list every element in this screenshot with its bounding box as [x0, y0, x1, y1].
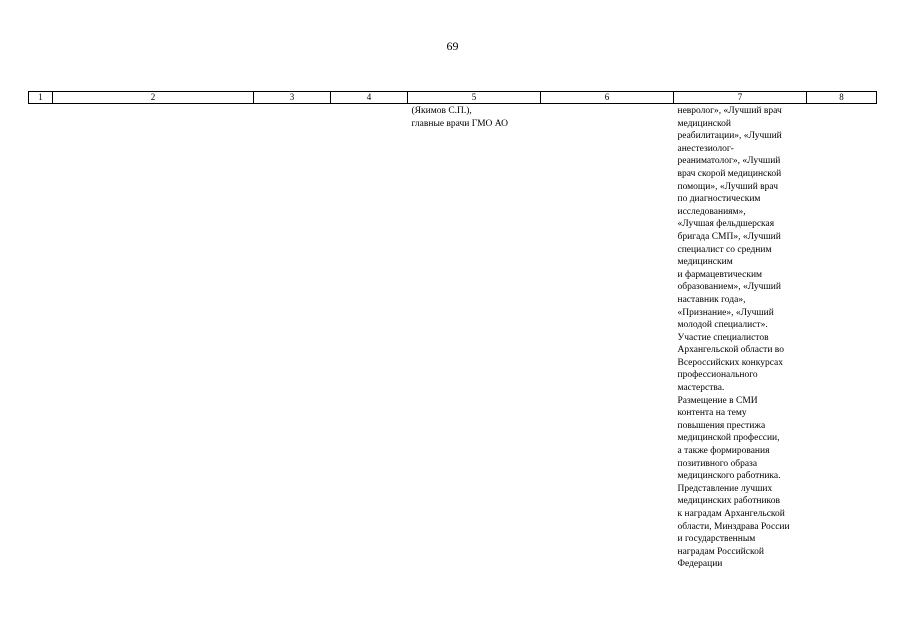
cell-responsible: (Якимов С.П.), главные врачи ГМО АО: [411, 106, 509, 129]
column-number-6: 6: [541, 92, 674, 104]
cell-col3: [254, 104, 331, 571]
column-number-7: 7: [674, 92, 807, 104]
page-number: 69: [446, 39, 459, 53]
cell-col2: [53, 104, 254, 571]
cell-col4: [331, 104, 408, 571]
table-row: [29, 104, 877, 571]
cell-col8: [807, 104, 877, 571]
column-number-2: 2: [53, 92, 254, 104]
cell-col1: [29, 104, 53, 571]
plan-table: [28, 91, 877, 571]
column-number-8: 8: [807, 92, 877, 104]
column-number-1: 1: [29, 92, 53, 104]
cell-activities: невролог», «Лучший врач медицинской реабилитации», «Лучший анестезиолог- реаниматолог», «Лучший врач скорой медицинской помощи», «Лучший врач по диагностическим исследованиям», «Лучшая фельдшерская бригада СМП», «Лучший специалист со средним медицинским и фармацевтическим образованием», «Лучший наставник года», «Признание», «Лучший молодой специалист». Участие специалистов Архангельской области во Всероссийских конкурсах профессионального мастерства. Размещение в СМИ контента на тему повышения престижа медицинской профессии, а также формирования позитивного образа медицинского работника. Представление лучших медицинских работников к наградам Архангельской области, Минздрава России и государственным наградам Российской Федерации: [677, 106, 790, 570]
table-header-row: [29, 92, 877, 104]
column-number-3: 3: [254, 92, 331, 104]
column-number-5: 5: [408, 92, 541, 104]
cell-col6: [541, 104, 674, 571]
column-number-4: 4: [331, 92, 408, 104]
